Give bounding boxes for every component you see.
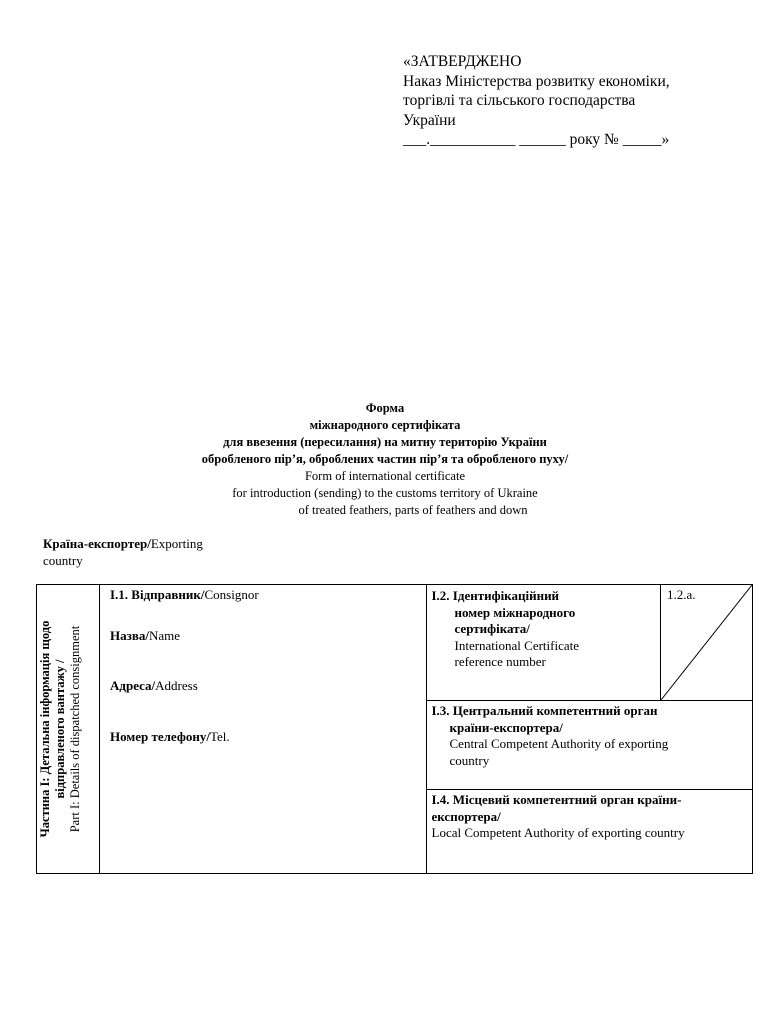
part1-side-label	[37, 585, 100, 874]
side-label-ua: відправленого вантажу /	[53, 659, 67, 799]
approval-line: України	[403, 111, 456, 129]
certificate-part1-table	[36, 584, 753, 874]
side-label-en: Part I: Details of dispatched consignment	[68, 625, 82, 833]
lca-label-ua: експортера/	[431, 808, 501, 824]
title-ua-line: обробленого пір’я, оброблених частин пір’я та обробленого пуху/	[201, 452, 569, 466]
approval-date-number-line: ___.___________ ______ року № _____»	[403, 131, 670, 148]
cca-label-en: country	[449, 752, 490, 768]
central-authority-cell[interactable]	[426, 701, 753, 790]
certificate-reference-cell[interactable]	[426, 585, 753, 701]
ref-crossed-box	[660, 585, 752, 700]
consignor-heading-en: Consignor	[204, 587, 259, 602]
ref-label-ua: сертифіката/	[454, 621, 530, 636]
title-ua-line: Форма	[365, 401, 405, 415]
cca-label-en: Central Competent Authority of exporting	[449, 736, 669, 751]
name-label-ua: Назва/	[110, 627, 149, 643]
ref-label-ua: I.2. Ідентифікаційний	[431, 588, 560, 603]
approval-line: Наказ Міністерства розвитку економіки,	[403, 72, 670, 90]
tel-label-en: Tel.	[209, 728, 230, 744]
ref-label-ua: номер міжнародного	[454, 604, 576, 620]
approval-block	[403, 52, 763, 150]
title-en-line: of treated feathers, parts of feathers and down	[298, 503, 528, 517]
approval-line: торгівлі та сільського господарства	[403, 92, 636, 109]
form-title	[0, 400, 770, 519]
diagonal-strike-line	[661, 585, 752, 700]
local-authority-cell[interactable]	[426, 790, 753, 874]
cca-label-ua: країни-експортера/	[449, 719, 563, 735]
title-ua-line: міжнародного сертифіката	[309, 418, 461, 432]
cca-label-ua: I.3. Центральний компетентний орган	[431, 703, 658, 718]
consignor-heading	[110, 587, 416, 604]
exporting-country-label-en: Exporting	[150, 536, 203, 551]
approval-line: «ЗАТВЕРДЖЕНО	[403, 53, 522, 70]
consignor-address-field[interactable]	[110, 678, 416, 695]
ref-label-en: International Certificate	[454, 637, 580, 653]
name-label-en: Name	[148, 627, 181, 643]
lca-label-ua: I.4. Місцевий компетентний орган країни-	[431, 792, 682, 807]
ref-code: 1.2.a.	[667, 587, 696, 602]
exporting-country-label-ua: Країна-експортер/	[43, 536, 151, 551]
side-label-ua: Частина I: Детальна інформація щодо	[38, 620, 52, 838]
exporting-country-label-en: country	[43, 553, 83, 568]
ref-label-en: reference number	[454, 654, 546, 669]
consignor-tel-field[interactable]	[110, 729, 416, 746]
title-ua-line: для ввезення (пересилання) на митну територію України	[223, 435, 547, 449]
title-en-line: for introduction (sending) to the customs territory of Ukraine	[232, 486, 538, 500]
address-label-ua: Адреса/	[110, 678, 156, 693]
consignor-cell[interactable]	[100, 585, 427, 874]
consignor-name-field[interactable]	[110, 628, 416, 645]
lca-label-en: Local Competent Authority of exporting country	[431, 825, 685, 840]
address-label-en: Address	[155, 678, 198, 693]
tel-label-ua: Номер телефону/	[110, 728, 210, 744]
exporting-country-field[interactable]	[43, 535, 273, 569]
consignor-heading-ua: I.1. Відправник/	[110, 587, 205, 602]
title-en-line: Form of international certificate	[304, 469, 465, 483]
